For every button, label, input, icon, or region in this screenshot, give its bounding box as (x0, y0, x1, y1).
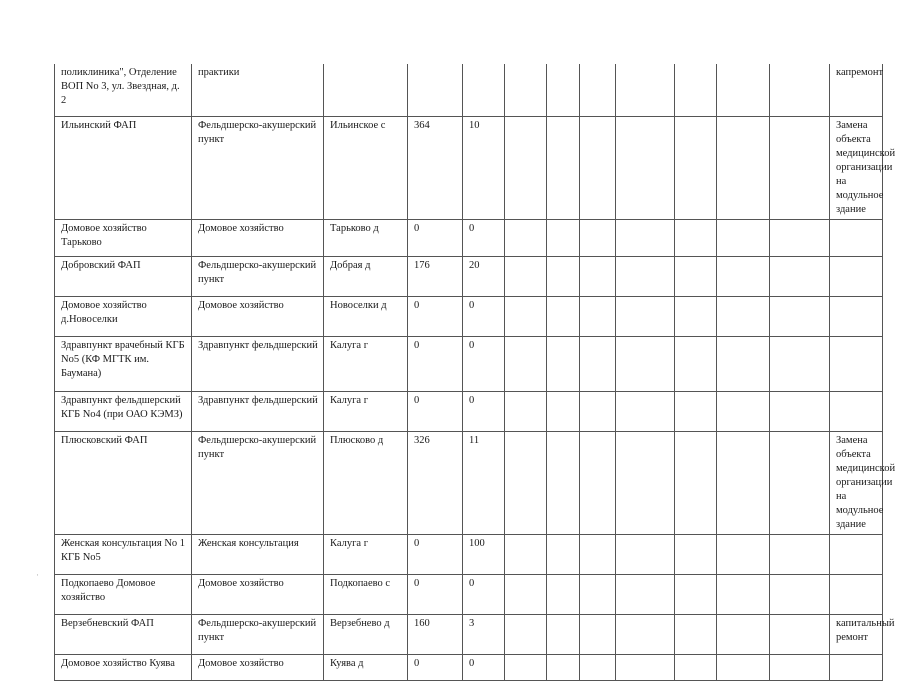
empty-cell (717, 336, 770, 391)
facility-name-cell: Верзебневский ФАП (55, 614, 192, 654)
facility-name-cell: Домовое хозяйство Тарьково (55, 219, 192, 256)
empty-cell (505, 431, 547, 534)
distance-cell: 3 (463, 614, 505, 654)
table-row (55, 391, 883, 431)
facility-type-cell: Фельдшерско-акушерский пункт (192, 116, 324, 219)
empty-cell (717, 614, 770, 654)
empty-cell (505, 534, 547, 574)
empty-cell (717, 391, 770, 431)
empty-cell (616, 256, 675, 296)
empty-cell (505, 219, 547, 256)
empty-cell (547, 391, 580, 431)
facility-name-cell: Здравпункт фельдшерский КГБ No4 (при ОАО КЭМЗ) (55, 391, 192, 431)
empty-cell (675, 431, 717, 534)
empty-cell (547, 336, 580, 391)
empty-cell (770, 614, 830, 654)
empty-cell (675, 534, 717, 574)
empty-cell (675, 256, 717, 296)
empty-cell (675, 336, 717, 391)
empty-cell (580, 574, 616, 614)
empty-cell (770, 116, 830, 219)
distance-cell: 100 (463, 534, 505, 574)
facility-type-cell: Фельдшерско-акушерский пункт (192, 614, 324, 654)
empty-cell (717, 256, 770, 296)
empty-cell (505, 64, 547, 116)
facility-name-cell: Домовое хозяйство д.Новоселки (55, 296, 192, 336)
empty-cell (770, 296, 830, 336)
population-cell (408, 64, 463, 116)
empty-cell (616, 574, 675, 614)
empty-cell (717, 296, 770, 336)
empty-cell (505, 654, 547, 680)
table-row (55, 534, 883, 574)
empty-cell (547, 296, 580, 336)
empty-cell (675, 654, 717, 680)
table-row (55, 256, 883, 296)
population-cell: 0 (408, 336, 463, 391)
empty-cell (547, 256, 580, 296)
empty-cell (616, 431, 675, 534)
facility-name-cell: Добровский ФАП (55, 256, 192, 296)
locality-cell: Куява д (324, 654, 408, 680)
empty-cell (547, 614, 580, 654)
locality-cell: Добрая д (324, 256, 408, 296)
empty-cell (675, 391, 717, 431)
empty-cell (547, 654, 580, 680)
population-cell: 0 (408, 219, 463, 256)
distance-cell: 0 (463, 296, 505, 336)
empty-cell (675, 574, 717, 614)
empty-cell (580, 296, 616, 336)
facility-name-cell: Плюсковский ФАП (55, 431, 192, 534)
table-row (55, 654, 883, 680)
empty-cell (717, 431, 770, 534)
note-cell: капремонт (830, 64, 883, 116)
empty-cell (770, 654, 830, 680)
empty-cell (505, 256, 547, 296)
empty-cell (580, 534, 616, 574)
empty-cell (616, 614, 675, 654)
empty-cell (580, 256, 616, 296)
empty-cell (547, 574, 580, 614)
population-cell: 160 (408, 614, 463, 654)
empty-cell (717, 219, 770, 256)
empty-cell (675, 64, 717, 116)
note-cell: Замена объекта медицинской организации на модульное здание (830, 116, 883, 219)
note-cell (830, 391, 883, 431)
table-row (55, 116, 883, 219)
table-row (55, 219, 883, 256)
empty-cell (770, 219, 830, 256)
distance-cell: 11 (463, 431, 505, 534)
empty-cell (547, 219, 580, 256)
empty-cell (616, 296, 675, 336)
empty-cell (717, 534, 770, 574)
facility-type-cell: Домовое хозяйство (192, 574, 324, 614)
facility-type-cell: Фельдшерско-акушерский пункт (192, 431, 324, 534)
empty-cell (580, 336, 616, 391)
note-cell (830, 574, 883, 614)
locality-cell: Верзебнево д (324, 614, 408, 654)
empty-cell (770, 256, 830, 296)
empty-cell (505, 391, 547, 431)
empty-cell (770, 431, 830, 534)
empty-cell (616, 64, 675, 116)
empty-cell (580, 391, 616, 431)
population-cell: 0 (408, 574, 463, 614)
table-row (55, 64, 883, 116)
empty-cell (547, 116, 580, 219)
table-row (55, 296, 883, 336)
empty-cell (770, 336, 830, 391)
note-cell (830, 534, 883, 574)
locality-cell: Ильинское с (324, 116, 408, 219)
distance-cell: 10 (463, 116, 505, 219)
empty-cell (675, 116, 717, 219)
locality-cell: Плюсково д (324, 431, 408, 534)
empty-cell (505, 574, 547, 614)
locality-cell: Тарьково д (324, 219, 408, 256)
note-cell (830, 256, 883, 296)
locality-cell (324, 64, 408, 116)
locality-cell: Новоселки д (324, 296, 408, 336)
distance-cell: 20 (463, 256, 505, 296)
empty-cell (505, 116, 547, 219)
facility-type-cell: Домовое хозяйство (192, 654, 324, 680)
facility-name-cell: поликлиника", Отделение ВОП No 3, ул. Звездная, д. 2 (55, 64, 192, 116)
note-cell: Замена объекта медицинской организации на модульное здание (830, 431, 883, 534)
facility-type-cell: Женская консультация (192, 534, 324, 574)
locality-cell: Калуга г (324, 336, 408, 391)
population-cell: 326 (408, 431, 463, 534)
population-cell: 0 (408, 654, 463, 680)
population-cell: 0 (408, 391, 463, 431)
empty-cell (580, 64, 616, 116)
empty-cell (717, 116, 770, 219)
empty-cell (505, 336, 547, 391)
empty-cell (505, 614, 547, 654)
note-cell (830, 654, 883, 680)
empty-cell (717, 574, 770, 614)
population-cell: 0 (408, 534, 463, 574)
facility-type-cell: Здравпункт фельдшерский (192, 391, 324, 431)
population-cell: 176 (408, 256, 463, 296)
facilities-table (54, 64, 896, 681)
empty-cell (580, 116, 616, 219)
empty-cell (580, 614, 616, 654)
facility-name-cell: Женская консультация No 1 КГБ No5 (55, 534, 192, 574)
locality-cell: Калуга г (324, 534, 408, 574)
empty-cell (616, 654, 675, 680)
empty-cell (770, 391, 830, 431)
facility-name-cell: Подкопаево Домовое хозяйство (55, 574, 192, 614)
table-row (55, 336, 883, 391)
empty-cell (770, 64, 830, 116)
distance-cell: 0 (463, 654, 505, 680)
facility-name-cell: Домовое хозяйство Куява (55, 654, 192, 680)
distance-cell: 0 (463, 391, 505, 431)
empty-cell (616, 336, 675, 391)
empty-cell (580, 654, 616, 680)
facility-type-cell: Здравпункт фельдшерский (192, 336, 324, 391)
note-cell (830, 296, 883, 336)
empty-cell (616, 534, 675, 574)
note-cell: капитальный ремонт (830, 614, 883, 654)
facility-type-cell: Фельдшерско-акушерский пункт (192, 256, 324, 296)
scan-artifact: · (36, 570, 39, 580)
empty-cell (675, 219, 717, 256)
facility-type-cell: Домовое хозяйство (192, 296, 324, 336)
facility-name-cell: Ильинский ФАП (55, 116, 192, 219)
note-cell (830, 219, 883, 256)
empty-cell (717, 64, 770, 116)
table-row (55, 431, 883, 534)
empty-cell (616, 219, 675, 256)
distance-cell: 0 (463, 219, 505, 256)
facility-name-cell: Здравпункт врачебный КГБ No5 (КФ МГТК им. Баумана) (55, 336, 192, 391)
population-cell: 364 (408, 116, 463, 219)
empty-cell (616, 391, 675, 431)
facility-type-cell: практики (192, 64, 324, 116)
table-body (55, 64, 896, 680)
locality-cell: Подкопаево с (324, 574, 408, 614)
note-cell (830, 336, 883, 391)
empty-cell (547, 534, 580, 574)
empty-cell (547, 64, 580, 116)
facility-type-cell: Домовое хозяйство (192, 219, 324, 256)
empty-cell (675, 296, 717, 336)
distance-cell: 0 (463, 574, 505, 614)
table-row (55, 614, 883, 654)
empty-cell (580, 431, 616, 534)
empty-cell (616, 116, 675, 219)
empty-cell (547, 431, 580, 534)
population-cell: 0 (408, 296, 463, 336)
empty-cell (717, 654, 770, 680)
empty-cell (505, 296, 547, 336)
empty-cell (675, 614, 717, 654)
distance-cell: 0 (463, 336, 505, 391)
locality-cell: Калуга г (324, 391, 408, 431)
empty-cell (580, 219, 616, 256)
table-row (55, 574, 883, 614)
distance-cell (463, 64, 505, 116)
empty-cell (770, 534, 830, 574)
empty-cell (770, 574, 830, 614)
